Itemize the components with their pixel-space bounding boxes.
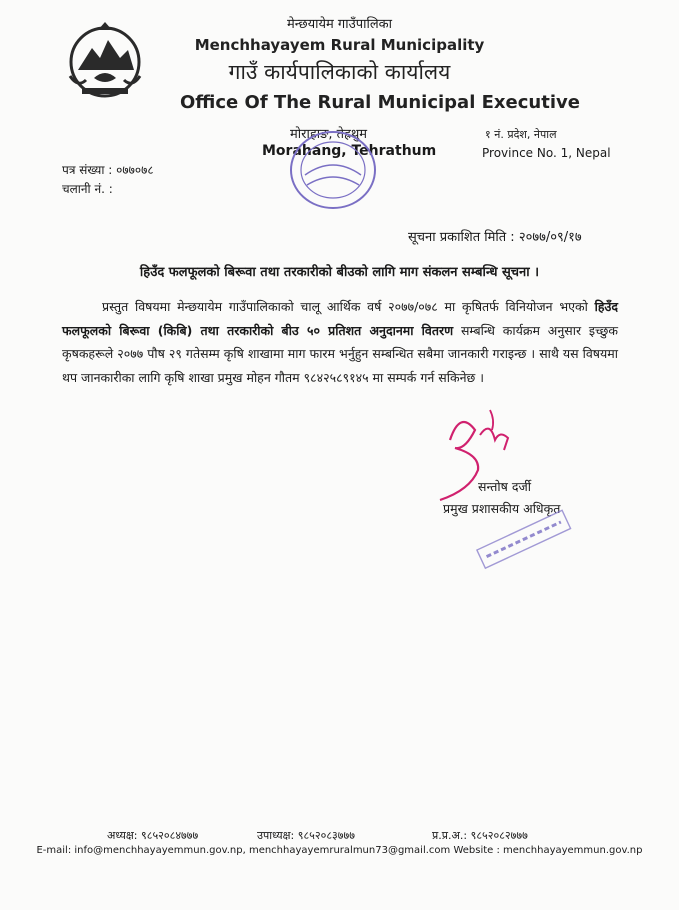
- footer-cao-phone: प्र.प्र.अ.: ९८५२०८२७७७: [432, 829, 528, 842]
- notice-body: [62, 295, 618, 389]
- municipality-name-np: मेन्छयायेम गाउँपालिका: [286, 17, 393, 32]
- officer-stamp: [470, 505, 580, 580]
- office-name-np: गाउँ कार्यपालिकाको कार्यालय: [228, 60, 451, 84]
- notice-body-part-2: सम्बन्धि कार्यक्रम अनुसार इच्छुक कृषकहरूले २०७७ पौष २९ गतेसम्म कृषि शाखामा माग फारम भर्नुहुन सम्बन्धित सबैमा जानकारी गराइन्छ । साथै यस विषयमा थप जानकारीका लागि कृषि शाखा प्रमुख मोहन गौतम ९८४२५८९१४५ मा सम्पर्क गर्न सकिनेछ ।: [62, 322, 618, 385]
- notice-body-highlight: हिउँद फलफूलको बिरूवा (किबि) तथा तरकारीको बीउ ५० प्रतिशत अनुदानमा वितरण: [62, 299, 618, 338]
- location-np: मोराहाङ, तेह्रथुम: [290, 127, 368, 142]
- footer-chair-phone: अध्यक्ष: ९८५२०८४७७७: [107, 829, 199, 842]
- province-np: १ नं. प्रदेश, नेपाल: [485, 128, 557, 141]
- footer-vice-chair-phone: उपाध्यक्ष: ९८५२०८३७७७: [257, 829, 355, 842]
- municipality-name-en: Menchhayayem Rural Municipality: [194, 36, 485, 54]
- location-en: Morahang, Tehrathum: [262, 143, 437, 159]
- footer-email-website: E-mail: info@menchhayayemmun.gov.np, menchhayayemruralmun73@gmail.com Website : menchhayayemmun.gov.np: [36, 845, 643, 856]
- signatory-name: सन्तोष दर्जी: [478, 479, 532, 494]
- signatory-title: प्रमुख प्रशासकीय अधिकृत: [443, 501, 561, 516]
- publish-date: सूचना प्रकाशित मिति : २०७७/०९/१७: [408, 230, 582, 245]
- dispatch-number: चलानी नं. :: [62, 182, 113, 196]
- office-round-stamp: [283, 125, 383, 215]
- office-name-en: Office Of The Rural Municipal Executive: [180, 92, 580, 113]
- notice-subject: हिउँद फलफूलको बिरूवा तथा तरकारीको बीउको लागि माग संकलन सम्बन्धि सूचना ।: [139, 265, 540, 280]
- letter-number: पत्र संख्या : ०७७०७८: [62, 163, 154, 177]
- notice-body-part-1: प्रस्तुत विषयमा मेन्छयायेम गाउँपालिकाको चालू आर्थिक वर्ष २०७७/०७८ मा कृषितर्फ विनियोजन भएको: [102, 299, 595, 314]
- province-en: Province No. 1, Nepal: [482, 146, 611, 160]
